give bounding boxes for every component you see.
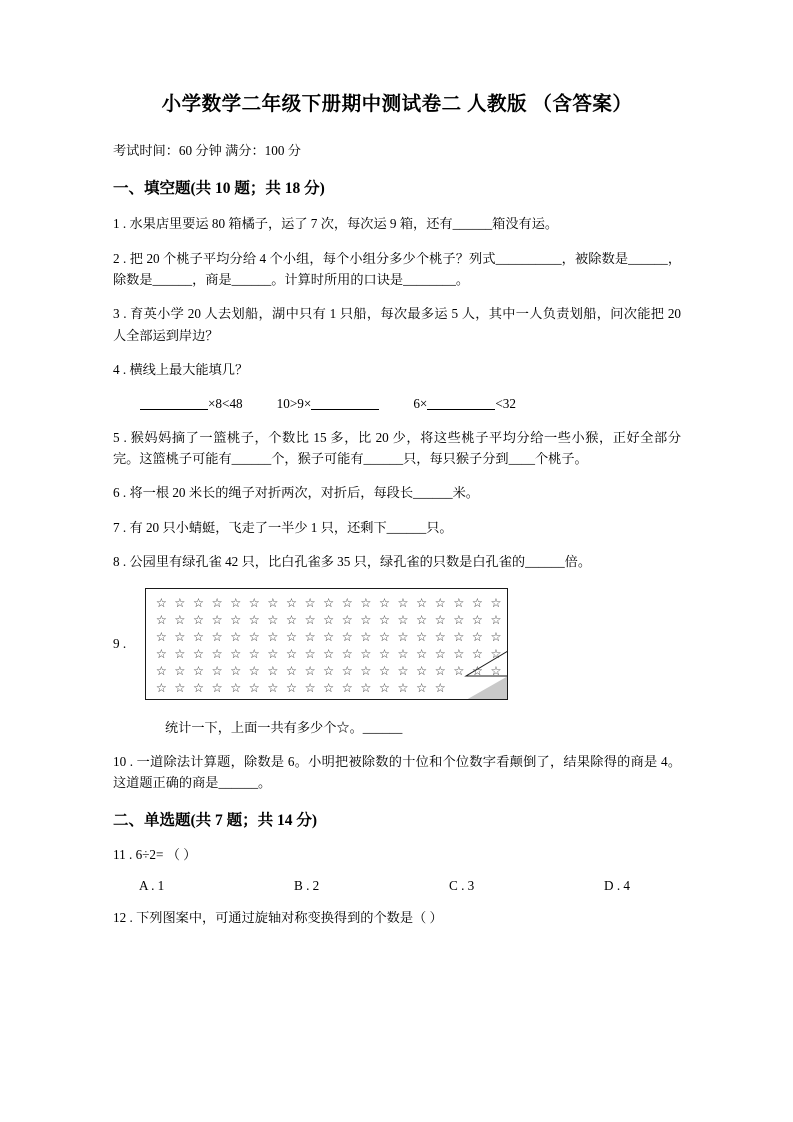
star-icon: ☆ xyxy=(360,628,372,644)
section-heading-multiple-choice: 二、单选题(共 7 题；共 14 分) xyxy=(113,812,318,830)
star-icon: ☆ xyxy=(341,679,353,695)
question-2-number: 2 . xyxy=(113,250,127,266)
star-icon: ☆ xyxy=(471,594,483,610)
star-icon: ☆ xyxy=(360,611,372,627)
star-icon: ☆ xyxy=(248,645,260,661)
question-11-number: 11 . xyxy=(113,846,133,862)
question-8 xyxy=(113,551,681,572)
star-icon: ☆ xyxy=(378,594,391,610)
star-row xyxy=(152,612,502,629)
star-icon: ☆ xyxy=(434,594,446,610)
star-row xyxy=(152,646,502,663)
star-icon: ☆ xyxy=(341,594,353,610)
question-5 xyxy=(113,427,681,470)
star-icon: ☆ xyxy=(211,679,223,695)
star-icon: ☆ xyxy=(174,594,186,610)
star-icon: ☆ xyxy=(397,662,409,678)
star-icon: ☆ xyxy=(230,679,242,695)
question-6-number: 6 . xyxy=(113,485,127,501)
question-12 xyxy=(113,907,681,928)
question-7 xyxy=(113,517,681,538)
star-icon: ☆ xyxy=(285,679,298,695)
star-icon: ☆ xyxy=(471,645,483,661)
star-icon: ☆ xyxy=(323,662,335,678)
star-icon: ☆ xyxy=(155,679,167,695)
star-icon: ☆ xyxy=(416,662,428,678)
expression-1-suffix: ×8<48 xyxy=(208,395,243,411)
star-icon: ☆ xyxy=(360,645,372,661)
star-icon: ☆ xyxy=(360,662,372,678)
star-icon: ☆ xyxy=(434,628,446,644)
star-icon: ☆ xyxy=(230,645,242,661)
expression-2-prefix: 10>9× xyxy=(276,395,312,411)
star-icon: ☆ xyxy=(248,662,260,678)
star-icon: ☆ xyxy=(490,628,502,644)
question-12-number: 12 . xyxy=(113,910,133,926)
star-icon: ☆ xyxy=(155,594,167,610)
star-icon: ☆ xyxy=(285,594,298,610)
star-icon: ☆ xyxy=(304,679,316,695)
star-icon: ☆ xyxy=(267,679,279,695)
star-icon: ☆ xyxy=(434,679,446,695)
star-icon: ☆ xyxy=(155,662,167,678)
star-icon: ☆ xyxy=(192,594,205,610)
star-icon: ☆ xyxy=(155,611,167,627)
question-2 xyxy=(113,248,681,291)
star-icon: ☆ xyxy=(341,611,353,627)
star-icon: ☆ xyxy=(453,611,465,627)
star-icon: ☆ xyxy=(211,611,223,627)
question-11-options xyxy=(113,878,681,894)
star-row xyxy=(152,595,502,612)
question-1-text: 水果店里要运 80 箱橘子，运了 7 次，每次运 9 箱，还有______箱没有运。 xyxy=(129,216,559,232)
star-icon: ☆ xyxy=(453,662,465,678)
star-icon: ☆ xyxy=(192,679,205,695)
question-2-text: 把 20 个桃子平均分给 4 个小组，每个小组分多少个桃子？列式__________，被除数是______，除数是______，商是______。计算时所用的口诀是________。 xyxy=(113,250,682,288)
star-row xyxy=(152,663,502,680)
star-icon: ☆ xyxy=(230,662,242,678)
star-icon: ☆ xyxy=(490,645,502,661)
star-icon: ☆ xyxy=(155,628,167,644)
star-icon: ☆ xyxy=(453,628,465,644)
star-icon: ☆ xyxy=(453,594,465,610)
star-icon: ☆ xyxy=(416,679,428,695)
question-3-text: 育英小学 20 人去划船，湖中只有 1 只船，每次最多运 5 人，其中一人负责划船，问次能把 20 人全部运到岸边？ xyxy=(113,306,682,343)
option-b[interactable]: B . 2 xyxy=(294,878,320,894)
star-icon: ☆ xyxy=(323,594,335,610)
question-1-number: 1 . xyxy=(113,216,127,232)
star-icon: ☆ xyxy=(248,611,260,627)
question-5-text: 猴妈妈摘了一篮桃子，个数比 15 多，比 20 少，将这些桃子平均分给一些小猴，正好全部分完。这篮桃子可能有______个，猴子可能有______只，每只猴子分到____个桃子。 xyxy=(113,429,682,467)
question-10-number: 10 . xyxy=(113,753,134,769)
star-row xyxy=(152,680,502,697)
expression-3-suffix: <32 xyxy=(495,395,516,411)
star-icon: ☆ xyxy=(341,645,353,661)
question-7-text: 有 20 只小蜻蜓，飞走了一半少 1 只，还剩下______只。 xyxy=(129,519,453,535)
star-icon: ☆ xyxy=(397,611,409,627)
star-row xyxy=(152,629,502,646)
star-icon: ☆ xyxy=(490,611,502,627)
star-icon: ☆ xyxy=(230,594,242,610)
star-icon: ☆ xyxy=(192,611,205,627)
star-icon: ☆ xyxy=(416,594,428,610)
question-11 xyxy=(113,844,681,865)
answer-blank[interactable] xyxy=(140,409,208,410)
option-d[interactable]: D . 4 xyxy=(604,878,631,894)
page-title: 小学数学二年级下册期中测试卷二 人教版 （含答案） xyxy=(161,94,633,115)
star-icon: ☆ xyxy=(248,628,260,644)
question-8-text: 公园里有绿孔雀 42 只，比白孔雀多 35 只，绿孔雀的只数是白孔雀的______倍。 xyxy=(129,554,592,570)
star-icon: ☆ xyxy=(174,645,186,661)
question-4-text: 横线上最大能填几？ xyxy=(129,362,249,378)
star-grid-figure xyxy=(145,588,508,700)
star-icon: ☆ xyxy=(360,594,372,610)
star-icon: ☆ xyxy=(341,628,353,644)
star-icon: ☆ xyxy=(174,679,186,695)
star-icon: ☆ xyxy=(416,628,428,644)
question-1 xyxy=(113,213,681,234)
star-icon: ☆ xyxy=(285,611,298,627)
answer-blank[interactable] xyxy=(427,409,495,410)
star-icon: ☆ xyxy=(192,662,205,678)
question-5-number: 5 . xyxy=(113,429,127,445)
star-icon: ☆ xyxy=(285,662,298,678)
star-icon: ☆ xyxy=(378,611,391,627)
star-icon: ☆ xyxy=(285,628,298,644)
star-icon: ☆ xyxy=(192,628,205,644)
star-icon: ☆ xyxy=(378,645,391,661)
star-icon: ☆ xyxy=(174,662,186,678)
question-9-number: 9 . xyxy=(113,635,127,651)
star-icon: ☆ xyxy=(471,662,483,678)
star-icon: ☆ xyxy=(174,628,186,644)
star-icon: ☆ xyxy=(267,594,279,610)
star-icon: ☆ xyxy=(434,611,446,627)
exam-info: 考试时间：60 分钟 满分：100 分 xyxy=(113,143,301,159)
star-icon: ☆ xyxy=(341,662,353,678)
star-icon: ☆ xyxy=(416,611,428,627)
star-icon: ☆ xyxy=(434,662,446,678)
star-icon: ☆ xyxy=(304,611,316,627)
star-icon: ☆ xyxy=(378,628,391,644)
star-icon: ☆ xyxy=(211,645,223,661)
star-icon: ☆ xyxy=(155,645,167,661)
question-12-text: 下列图案中，可通过旋轴对称变换得到的个数是（ ） xyxy=(136,910,443,926)
star-icon: ☆ xyxy=(267,628,279,644)
question-11-text: 6÷2= （ ） xyxy=(135,846,197,862)
star-icon: ☆ xyxy=(416,645,428,661)
option-a[interactable]: A . 1 xyxy=(139,878,165,894)
question-7-number: 7 . xyxy=(113,519,127,535)
star-icon: ☆ xyxy=(490,662,502,678)
star-icon: ☆ xyxy=(230,628,242,644)
question-10-text: 一道除法计算题，除数是 6。小明把被除数的十位和个位数字看颠倒了，结果除得的商是 4。这道题正确的商是______。 xyxy=(113,753,682,791)
question-9-caption: 统计一下，上面一共有多少个☆。______ xyxy=(165,719,403,735)
star-icon: ☆ xyxy=(378,679,391,695)
star-icon: ☆ xyxy=(304,594,316,610)
star-icon: ☆ xyxy=(304,662,316,678)
star-icon: ☆ xyxy=(323,679,335,695)
question-4 xyxy=(113,359,681,380)
star-icon: ☆ xyxy=(267,611,279,627)
star-icon: ☆ xyxy=(304,628,316,644)
expression-2 xyxy=(277,393,380,414)
star-icon: ☆ xyxy=(397,594,409,610)
star-icon: ☆ xyxy=(267,645,279,661)
expression-1 xyxy=(140,393,243,414)
question-3-number: 3 . xyxy=(113,306,127,322)
question-10 xyxy=(113,751,681,794)
star-icon: ☆ xyxy=(453,645,465,661)
star-icon: ☆ xyxy=(471,611,483,627)
star-icon: ☆ xyxy=(285,645,298,661)
question-6-text: 将一根 20 米长的绳子对折两次，对折后，每段长______米。 xyxy=(129,485,479,501)
star-icon: ☆ xyxy=(211,628,223,644)
page-fold-corner xyxy=(466,676,508,700)
expression-3-prefix: 6× xyxy=(413,395,428,411)
question-6 xyxy=(113,482,681,503)
answer-blank[interactable] xyxy=(311,409,379,410)
star-icon: ☆ xyxy=(211,662,223,678)
section-heading-fill-in-blank: 一、填空题(共 10 题；共 18 分) xyxy=(113,179,325,197)
star-icon: ☆ xyxy=(397,628,409,644)
star-icon: ☆ xyxy=(248,679,260,695)
star-icon: ☆ xyxy=(397,645,409,661)
star-icon: ☆ xyxy=(192,645,205,661)
star-icon: ☆ xyxy=(230,611,242,627)
star-icon: ☆ xyxy=(323,611,335,627)
question-4-expressions xyxy=(113,393,681,414)
star-icon: ☆ xyxy=(211,594,223,610)
star-icon: ☆ xyxy=(267,662,279,678)
question-4-number: 4 . xyxy=(113,362,127,378)
star-icon: ☆ xyxy=(174,611,186,627)
star-icon: ☆ xyxy=(397,679,409,695)
option-c[interactable]: C . 3 xyxy=(449,878,475,894)
question-3 xyxy=(113,303,681,346)
star-icon: ☆ xyxy=(304,645,316,661)
expression-3 xyxy=(413,393,516,414)
star-icon: ☆ xyxy=(323,628,335,644)
star-icon: ☆ xyxy=(434,645,446,661)
question-8-number: 8 . xyxy=(113,554,127,570)
star-icon: ☆ xyxy=(323,645,335,661)
star-icon: ☆ xyxy=(378,662,391,678)
star-icon: ☆ xyxy=(360,679,372,695)
star-icon: ☆ xyxy=(248,594,260,610)
star-icon: ☆ xyxy=(490,594,502,610)
question-9 xyxy=(113,588,681,700)
star-icon: ☆ xyxy=(471,628,483,644)
